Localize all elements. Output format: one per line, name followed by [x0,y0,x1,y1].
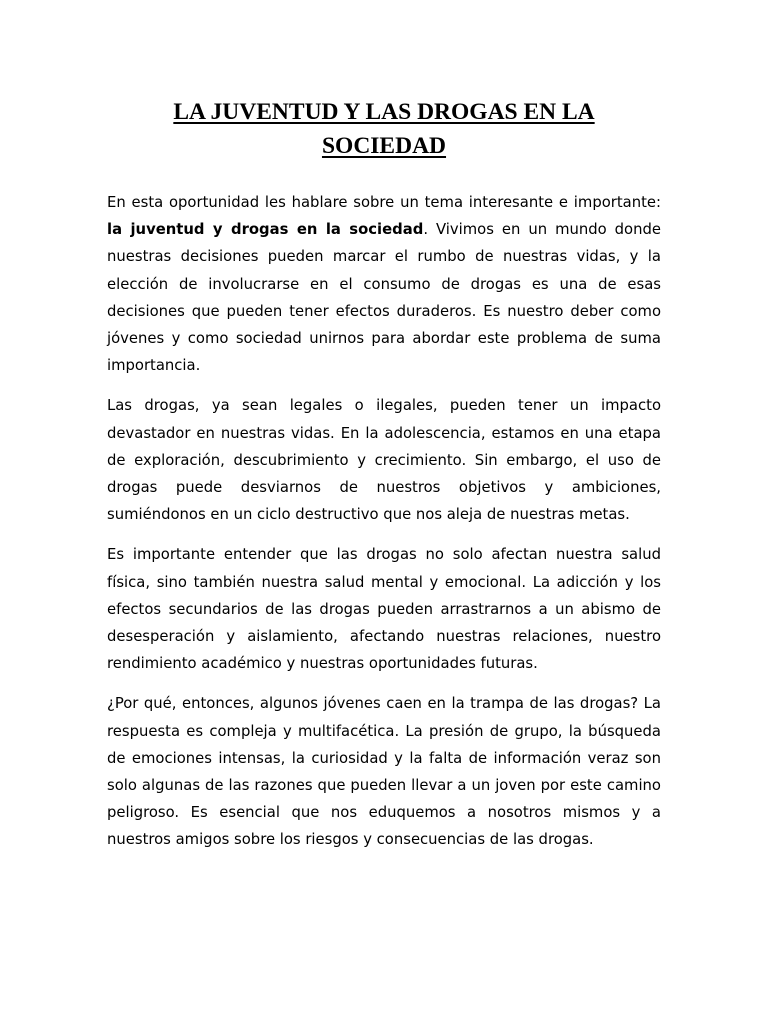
paragraph-2: Las drogas, ya sean legales o ilegales, pueden tener un impacto devastador en nuestras vidas. En la adolescencia, estamos en una etapa de exploración, descubrimiento y crecimiento. Sin embargo, el uso de drogas puede desviarnos de nuestros objetivos y ambiciones, sumiéndonos en un ciclo destructivo que nos aleja de nuestras metas. [107,397,661,524]
paragraph-1-rest: . Vivimos en un mundo donde nuestras decisiones pueden marcar el rumbo de nuestras vidas, y la elección de involucrarse en el consumo de drogas es una de esas decisiones que pueden tener efectos duraderos. Es nuestro deber como jóvenes y como sociedad unirnos para abordar este problema de suma importancia. [107,221,661,375]
document-body [107,189,661,854]
document-title [0,95,768,163]
paragraph-1-intro: En esta oportunidad les hablare sobre un tema interesante e importante: [107,194,661,211]
paragraph-1 [107,189,661,379]
paragraph-3: Es importante entender que las drogas no solo afectan nuestra salud física, sino también nuestra salud mental y emocional. La adicción y los efectos secundarios de las drogas pueden arrastrarnos a un abismo de desesperación y aislamiento, afectando nuestras relaciones, nuestro rendimiento académico y nuestras oportunidades futuras. [107,546,661,673]
title-line-1: LA JUVENTUD Y LAS DROGAS EN LA [173,99,595,125]
title-line-2: SOCIEDAD [321,133,447,159]
paragraph-4: ¿Por qué, entonces, algunos jóvenes caen en la trampa de las drogas? La respuesta es compleja y multifacética. La presión de grupo, la búsqueda de emociones intensas, la curiosidad y la falta de información veraz son solo algunas de las razones que pueden llevar a un joven por este camino peligroso. Es esencial que nos eduquemos a nosotros mismos y a nuestros amigos sobre los riesgos y consecuencias de las drogas. [107,695,661,849]
paragraph-1-bold-topic: la juventud y drogas en la sociedad [107,221,424,239]
